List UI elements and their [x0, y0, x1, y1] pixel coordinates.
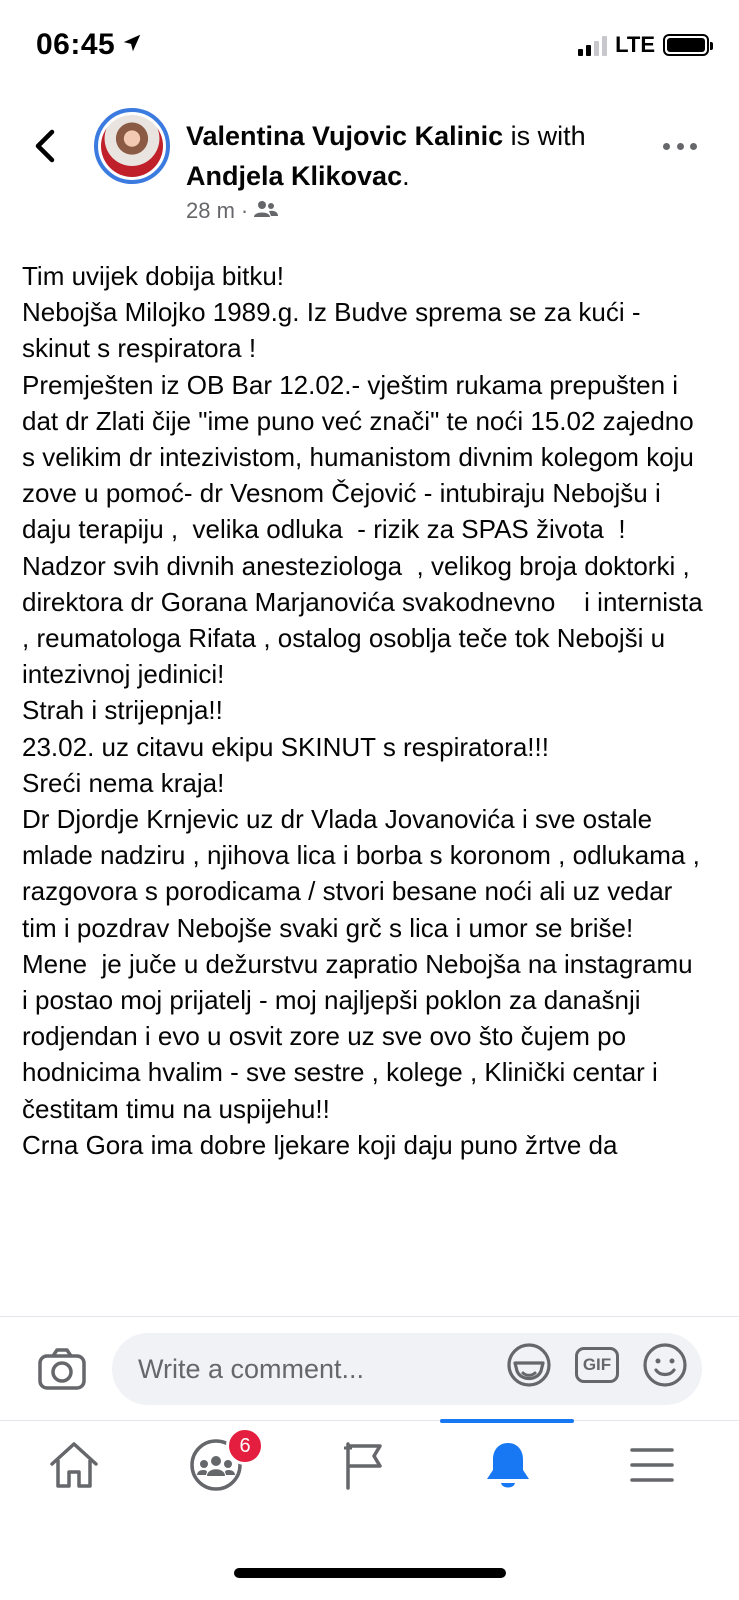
active-tab-indicator: [440, 1419, 574, 1423]
comment-placeholder: Write a comment...: [138, 1353, 365, 1384]
chevron-left-icon[interactable]: [30, 126, 60, 166]
avatar[interactable]: [94, 108, 170, 184]
status-bar: [0, 0, 739, 92]
groups-badge: 6: [226, 1427, 264, 1465]
avatar-image: [101, 115, 163, 177]
tab-notifications[interactable]: [478, 1437, 538, 1497]
gif-button[interactable]: [573, 1341, 621, 1389]
camera-icon[interactable]: [38, 1347, 86, 1391]
gif-label: GIF: [582, 1355, 612, 1374]
author-line: [186, 116, 646, 196]
post-header: [0, 100, 739, 240]
location-arrow-icon: [121, 28, 143, 62]
comment-actions: [505, 1341, 689, 1389]
signal-icon: [578, 34, 607, 56]
comment-bar: [0, 1316, 739, 1420]
sticker-icon[interactable]: [505, 1341, 553, 1389]
meta-separator: ·: [240, 198, 249, 223]
author-name[interactable]: Valentina Vujovic Kalinic: [186, 121, 504, 151]
menu-icon: [629, 1445, 675, 1490]
with-text: is with: [503, 121, 586, 151]
tab-bar: [0, 1420, 739, 1530]
tagged-name[interactable]: Andjela Klikovac: [186, 161, 403, 191]
network-type: LTE: [615, 32, 655, 57]
battery-full-icon: [663, 34, 709, 56]
home-icon: [48, 1440, 100, 1495]
post-text: Tim uvijek dobija bitku! Nebojša Milojko 1989.g. Iz Budve sprema se za kući - skinut s respiratora ! Premješten iz OB Bar 12.02.- vještim rukama prepušten i dat dr Zlati čije "ime puno već znači" te noći 15.02 zajedno s velikim dr intezivistom, humanistom divnim kolegom koju zove u pomoć- dr Vesnom Čejović - intubiraju Nebojšu i daju terapiju , velika odluka - rizik za SPAS života ! Nadzor svih divnih anesteziologa , velikog broja doktorki , direktora dr Gorana Marjanovića svakodnevno i internista , reumatologa Rifata , ostalog osoblja teče tok Nebojši u intezivnoj jedinici! Strah i strijepnja!! 23.02. uz citavu ekipu SKINUT s respiratora!!! Sreći nema kraja! Dr Djordje Krnjevic uz dr Vlada Jovanovića i sve ostale mlade nadziru , njihova lica i borba s koronom , odlukama , razgovora s porodicama / stvori besane noći ali uz vedar tim i pozdrav Nebojše svaki grč s lica i umor se briše! Mene je juče u dežurstvu zapratio Nebojša na instagramu i postao moj prijatelj - moj najljepši poklon za današnji rodjendan i evo u osvit zore uz sve ovo što čujem po hodnicima hvalim - sve sestre , kolege , Klinički centar i čestitam timu na uspijehu!! Crna Gora ima dobre ljekare koji daju puno žrtve da: [22, 261, 703, 1160]
post-meta: [186, 198, 278, 224]
emoji-icon[interactable]: [641, 1341, 689, 1389]
friends-icon: [254, 198, 278, 224]
pages-flag-icon: [342, 1440, 386, 1495]
status-time-text: 06:45: [36, 28, 116, 61]
post-time[interactable]: 28 m: [186, 198, 235, 223]
post-body: [22, 258, 712, 1316]
home-indicator: [234, 1568, 506, 1578]
more-horizontal-icon[interactable]: [663, 140, 697, 152]
tagged-suffix: .: [402, 161, 410, 191]
notifications-bell-icon: [484, 1439, 532, 1496]
tab-home[interactable]: [44, 1437, 104, 1497]
tab-menu[interactable]: [622, 1437, 682, 1497]
tab-pages[interactable]: [334, 1437, 394, 1497]
status-indicators: [578, 32, 709, 58]
status-time: [36, 28, 143, 62]
